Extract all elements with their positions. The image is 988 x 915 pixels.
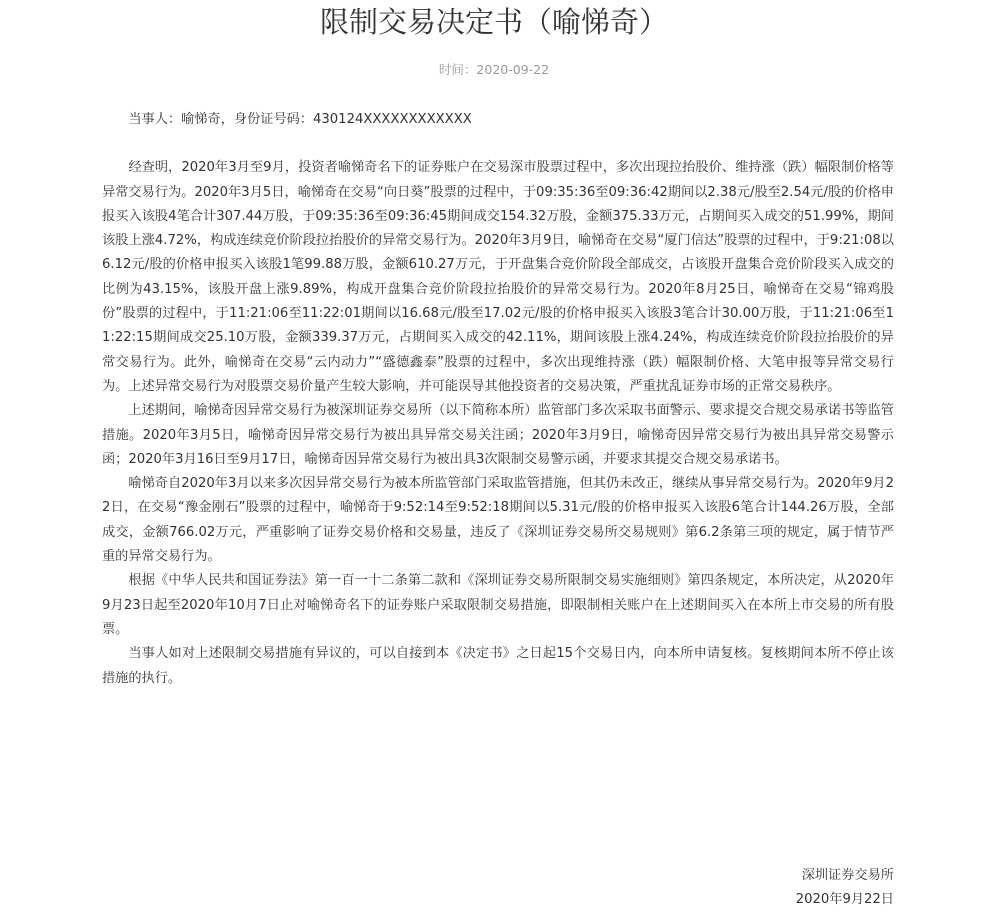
document-title: 限制交易决定书（喻悌奇） (319, 5, 668, 39)
publish-time-value: 2020-09-22 (476, 62, 550, 77)
paragraph-violation: 喻悌奇自2020年3月以来多次因异常交易行为被本所监管部门采取监管措施，但其仍未改正，继续从事异常交易行为。2020年9月22日，在交易“豫金刚石”股票的过程中，喻悌奇于9:52:14至9:52:18期间以5.31元/股的价格申报买入该股6笔合计144.26万股，全部成交，金额766.02万元，严重影响了证券交易价格和交易量，违反了《深圳证券交易所交易规则》第6.2条第三项的规定，属于情节严重的异常交易行为。 (102, 476, 894, 565)
signature-date: 2020年9月22日 (795, 892, 894, 908)
paragraph-prior-measures: 上述期间，喻悌奇因异常交易行为被深圳证券交易所（以下简称本所）监管部门多次采取书面警示、要求提交合规交易承诺书等监管措施。2020年3月5日，喻悌奇因异常交易行为被出具异常交易关注函；2020年3月9日，喻悌奇因异常交易行为被出具异常交易警示函；2020年3月16日至9月17日，喻悌奇因异常交易行为被出具3次限制交易警示函，并要求其提交合规交易承诺书。 (102, 403, 894, 467)
party-line: 当事人：喻悌奇，身份证号码：430124XXXXXXXXXXXX (128, 112, 472, 127)
document-body (102, 108, 894, 691)
publish-time-label: 时间： (438, 62, 477, 77)
signature-org: 深圳证券交易所 (801, 868, 894, 883)
paragraph-findings: 经查明，2020年3月至9月，投资者喻悌奇名下的证券账户在交易深市股票过程中，多次出现拉抬股价、维持涨（跌）幅限制价格等异常交易行为。2020年3月5日，喻悌奇在交易“向日葵”股票的过程中，于09:35:36至09:36:42期间以2.38元/股至2.54元/股的价格申报买入该股4笔合计307.44万股，于09:35:36至09:36:45期间成交154.32万股，金额375.33万元，占期间买入成交的51.99%，期间该股上涨4.72%，构成连续竞价阶段拉抬股价的异常交易行为。2020年3月9日，喻悌奇在交易“厦门信达”股票的过程中，于9:21:08以6.12元/股的价格申报买入该股1笔99.88万股，金额610.27万元，于开盘集合竞价阶段全部成交，占该股开盘集合竞价阶段买入成交的比例为43.15%，该股开盘上涨9.89%，构成开盘集合竞价阶段拉抬股价的异常交易行为。2020年8月25日，喻悌奇在交易“锦鸡股份”股票的过程中，于11:21:06至11:22:01期间以16.68元/股至17.02元/股的价格申报买入该股3笔合计30.00万股，于11:21:06至11:22:15期间成交25.10万股，金额339.37万元，占期间买入成交的42.11%，期间该股上涨4.24%，构成连续竞价阶段拉抬股价的异常交易行为。此外，喻悌奇在交易“云内动力”“盛德鑫泰”股票的过程中，多次出现维持涨（跌）幅限制价格、大笔申报等异常交易行为。上述异常交易行为对股票交易价量产生较大影响，并可能误导其他投资者的交易决策，严重扰乱证券市场的正常交易秩序。 (102, 160, 894, 394)
signature-block (796, 864, 894, 913)
paragraph-decision: 根据《中华人民共和国证券法》第一百一十二条第二款和《深圳证券交易所限制交易实施细则》第四条规定，本所决定，从2020年9月23日起至2020年10月7日止对喻悌奇名下的证券账户采取限制交易措施，即限制相关账户在上述期间买入在本所上市交易的所有股票。 (102, 573, 894, 637)
paragraph-appeal: 当事人如对上述限制交易措施有异议的，可以自接到本《决定书》之日起15个交易日内，向本所申请复核。复核期间本所不停止该措施的执行。 (102, 646, 894, 686)
publish-time (0, 61, 988, 79)
